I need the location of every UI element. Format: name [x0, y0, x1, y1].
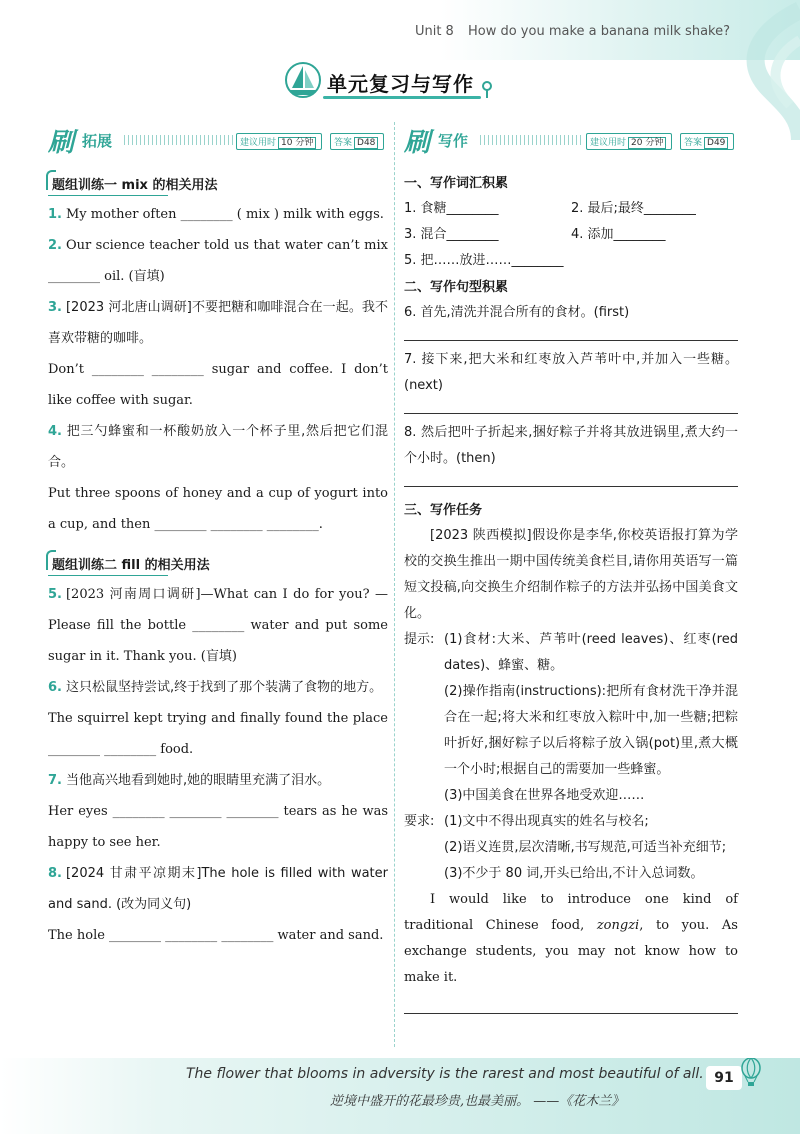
title-underline: [323, 96, 481, 99]
section-label: 拓展: [82, 132, 113, 150]
vocab-row-1: [404, 196, 738, 222]
question-number: 4.: [48, 424, 62, 439]
vocab-item-4: 4. 添加________: [571, 227, 666, 242]
essay-opening: [404, 887, 738, 991]
hint-3: (3)中国美食在世界各地受欢迎……: [444, 788, 645, 803]
footer-quote-chinese: 逆境中盛开的花最珍贵,也最美丽。 ——《花木兰》: [330, 1094, 625, 1109]
answer-tag-label: 答案: [334, 138, 353, 148]
hatch-decoration: [124, 135, 234, 145]
time-tag: [586, 133, 672, 150]
question-number: 2.: [48, 238, 62, 253]
page-title: 单元复习与写作: [327, 72, 474, 96]
page-title-block: [283, 58, 523, 102]
question-text: [2023 河南周口调研]—What can I do for you? —Please fill the bottle ________ water and put some sugar in it. Thank you. (盲填): [48, 587, 388, 664]
requirements-block: [404, 809, 738, 887]
hatch-decoration: [480, 135, 584, 145]
extension-header: [48, 122, 388, 160]
answer-line: [404, 413, 738, 414]
question-chinese: [2023 河北唐山调研]不要把糖和咖啡混合在一起。我不喜欢带糖的咖啡。: [48, 300, 388, 346]
time-tag-label: 建议用时: [590, 138, 627, 148]
requirement-label: 要求:: [404, 814, 435, 829]
footer-quote-english: The flower that blooms in adversity is the rarest and most beautiful of all.: [186, 1066, 704, 1082]
sailboat-icon: [283, 60, 323, 100]
question-3: [48, 292, 388, 354]
unit-number: Unit 8: [414, 24, 454, 39]
answer-tag: [330, 133, 384, 150]
group-title-1: 题组训练一 mix 的相关用法: [48, 174, 388, 193]
brush-glyph: 刷: [48, 128, 75, 158]
column-divider: [394, 122, 395, 1047]
writing-section: [404, 122, 738, 1020]
question-4: [48, 416, 388, 478]
pin-icon: [481, 80, 493, 100]
sentence-6: 6. 首先,清洗并混合所有的食材。(first): [404, 305, 630, 320]
time-tag-value: 10 分钟: [278, 137, 316, 149]
question-5: [48, 579, 388, 672]
part-3-heading: 三、写作任务: [404, 503, 483, 518]
vocab-item-1: 1. 食糖________: [404, 201, 499, 216]
question-number: 5.: [48, 587, 62, 602]
question-1: [48, 199, 388, 230]
question-8-english: The hole ________ ________ ________ water and sand.: [48, 928, 384, 943]
hint-2: (2)操作指南(instructions):把所有食材洗干净并混合在一起;将大米和红枣放入粽叶中,加一些糖;把粽叶折好,捆好粽子以后将粽子放入锅(pot)里,煮大概一个小时;根据自己的需要加一些蜂蜜。: [444, 684, 738, 777]
requirement-3: (3)不少于 80 词,开头已给出,不计入总词数。: [444, 866, 704, 881]
part-2-heading: 二、写作句型积累: [404, 280, 509, 295]
decorative-swirl-icon: [650, 0, 800, 140]
task-description: [2023 陕西模拟]假设你是李华,你校英语报打算为学校的交换生推出一期中国传统美食栏目,请你用英语写一篇短文投稿,向交换生介绍制作粽子的方法并弘扬中国美食文化。: [404, 528, 738, 621]
question-3-english: Don’t ________ ________ sugar and coffee. I don’t like coffee with sugar.: [48, 362, 388, 408]
question-7-english: Her eyes ________ ________ ________ tears as he was happy to see her.: [48, 804, 388, 850]
requirement-1: (1)文中不得出现真实的姓名与校名;: [444, 814, 649, 829]
question-chinese: [2024 甘肃平凉期末]The hole is filled with water and sand. (改为同义句): [48, 866, 388, 912]
question-chinese: 这只松鼠坚持尝试,终于找到了那个装满了食物的地方。: [65, 680, 383, 695]
essay-part-1: I would like to introduce one kind of traditional Chinese food,: [404, 892, 738, 933]
question-number: 6.: [48, 680, 62, 695]
group-title-2: 题组训练二 fill 的相关用法: [48, 554, 388, 573]
time-tag-label: 建议用时: [240, 138, 277, 148]
answer-line: [404, 1013, 738, 1014]
question-text: My mother often ________ ( mix ) milk with eggs.: [65, 207, 384, 222]
answer-line: [404, 340, 738, 341]
question-number: 1.: [48, 207, 62, 222]
answer-tag-page: D49: [704, 137, 728, 149]
answer-tag-page: D48: [354, 137, 378, 149]
question-4-english: Put three spoons of honey and a cup of yogurt into a cup, and then ________ ________ ________.: [48, 486, 388, 532]
hint-label: 提示:: [404, 632, 435, 647]
question-chinese: 把三勺蜂蜜和一杯酸奶放入一个杯子里,然后把它们混合。: [48, 424, 388, 470]
hint-1: (1)食材:大米、芦苇叶(reed leaves)、红枣(red dates)、蜂蜜、糖。: [444, 632, 738, 673]
sentence-8: 8. 然后把叶子折起来,捆好粽子并将其放进锅里,煮大约一个小时。(then): [404, 425, 738, 466]
question-6-english: The squirrel kept trying and finally found the place ________ ________ food.: [48, 711, 388, 757]
question-number: 7.: [48, 773, 62, 788]
page-number: 91: [706, 1066, 742, 1090]
time-tag-value: 20 分钟: [628, 137, 666, 149]
essay-zongzi: zongzi: [596, 918, 640, 933]
vocab-item-3: 3. 混合________: [404, 227, 499, 242]
hot-air-balloon-icon: [740, 1058, 762, 1088]
vocab-row-2: [404, 222, 738, 248]
answer-line: [404, 486, 738, 487]
sentence-7: 7. 接下来,把大米和红枣放入芦苇叶中,并加入一些糖。(next): [404, 352, 738, 393]
question-2: [48, 230, 388, 292]
lesson-title: How do you make a banana milk shake?: [467, 24, 730, 39]
time-tag: [236, 133, 322, 150]
question-chinese: 当他高兴地看到她时,她的眼睛里充满了泪水。: [65, 773, 331, 788]
unit-header: [415, 24, 730, 39]
question-8: [48, 858, 388, 920]
answer-tag-label: 答案: [684, 138, 703, 148]
vocab-item-2: 2. 最后;最终________: [571, 201, 696, 216]
extension-section: [48, 122, 388, 951]
section-label: 写作: [438, 132, 469, 150]
answer-tag: [680, 133, 734, 150]
question-6: [48, 672, 388, 703]
essay-part-2: , to you. As exchange students, you may not know how to make it.: [404, 918, 738, 985]
question-number: 8.: [48, 866, 62, 881]
requirement-2: (2)语义连贯,层次清晰,书写规范,可适当补充细节;: [444, 840, 727, 855]
question-text: Our science teacher told us that water can’t mix ________ oil. (盲填): [48, 238, 388, 284]
part-1-heading: 一、写作词汇积累: [404, 176, 509, 191]
hints-block: [404, 627, 738, 809]
question-number: 3.: [48, 300, 62, 315]
writing-header: [404, 122, 738, 160]
brush-glyph: 刷: [404, 128, 431, 158]
vocab-item-5: 5. 把……放进……________: [404, 253, 564, 268]
question-7: [48, 765, 388, 796]
